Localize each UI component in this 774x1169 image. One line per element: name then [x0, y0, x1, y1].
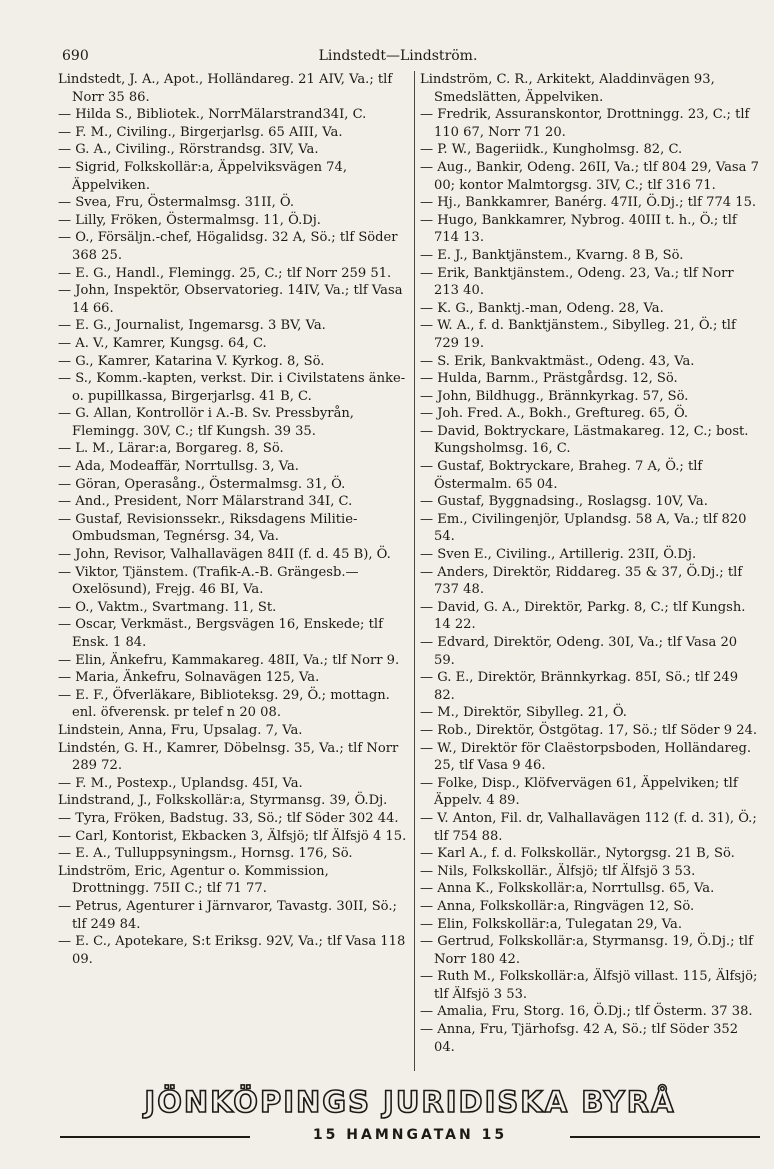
directory-entry: — Maria, Änkefru, Solnavägen 125, Va. — [58, 670, 320, 686]
directory-entry: Lindström, Eric, Agentur o. Kommission, Drottningg. 75II C.; tlf 71 77. — [58, 863, 329, 897]
directory-entry: — John, Bildhugg., Brännkyrkag. 57, Sö. — [420, 388, 689, 404]
directory-entry: — E. C., Apotekare, S:t Eriksg. 92V, Va.; tlf Vasa 118 09. — [58, 934, 406, 967]
directory-entry: — David, Boktryckare, Lästmakareg. 12, C.; bost. Kungsholmsg. 16, C. — [420, 423, 749, 457]
directory-entry: — Amalia, Fru, Storg. 16, Ö.Dj.; tlf Österm. 37 38. — [420, 1004, 753, 1020]
directory-entry: — Hugo, Bankkamrer, Nybrog. 40III t. h., Ö.; tlf 714 13. — [420, 212, 737, 246]
firm-name: JÖNKÖPINGS JURIDISKA BYRÅ — [144, 1085, 676, 1119]
directory-entry: Lindstén, G. H., Kamrer, Döbelnsg. 35, Va.; tlf Norr 289 72. — [58, 740, 399, 774]
advertisement-footer — [60, 1085, 760, 1147]
directory-entry: — G. Allan, Kontrollör i A.-B. Sv. Pressbyrån, Flemingg. 30V, C.; tlf Kungsh. 39 35. — [58, 406, 354, 439]
directory-entry: — Ruth M., Folkskollär:a, Älfsjö villast. 115, Älfsjö; tlf Älfsjö 3 53. — [420, 969, 758, 1002]
directory-entry: — E. J., Banktjänstem., Kvarng. 8 B, Sö. — [420, 247, 684, 263]
directory-entry: — Anna, Folkskollär:a, Ringvägen 12, Sö. — [420, 898, 695, 914]
directory-entry: — Ada, Modeaffär, Norrtullsg. 3, Va. — [58, 459, 299, 475]
directory-entry: — John, Revisor, Valhallavägen 84II (f. d. 45 B), Ö. — [58, 547, 391, 563]
directory-entry: — G. A., Civiling., Rörstrandsg. 3IV, Va. — [58, 142, 319, 158]
directory-entry: — M., Direktör, Sibylleg. 21, Ö. — [420, 705, 627, 721]
directory-entry: — David, G. A., Direktör, Parkg. 8, C.; tlf Kungsh. 14 22. — [420, 599, 746, 633]
directory-entry: — Gertrud, Folkskollär:a, Styrmansg. 19, Ö.Dj.; tlf Norr 180 42. — [420, 934, 753, 967]
directory-entry: — Viktor, Tjänstem. (Trafik-A.-B. Grängesb.—Oxelösund), Frejg. 46 BI, Va. — [58, 564, 359, 598]
directory-entry: — Folke, Disp., Klöfvervägen 61, Äppelviken; tlf Äppelv. 4 89. — [420, 775, 738, 809]
directory-entry: — W. A., f. d. Banktjänstem., Sibylleg. 21, Ö.; tlf 729 19. — [420, 318, 736, 351]
directory-entry: — Lilly, Fröken, Östermalmsg. 11, Ö.Dj. — [58, 212, 321, 228]
directory-entry: — Sigrid, Folkskollär:a, Äppelviksvägen 74, Äppelviken. — [58, 159, 347, 193]
directory-entry: — Aug., Bankir, Odeng. 26II, Va.; tlf 804 29, Vasa 7 00; kontor Malmtorgsg. 3IV, C.; tlf 316 71. — [420, 159, 759, 193]
directory-entry: — S., Komm.-kapten, verkst. Dir. i Civilstatens änke- o. pupillkassa, Birgerjarlsg. 41 B, C. — [58, 371, 406, 404]
directory-entry: — Carl, Kontorist, Ekbacken 3, Älfsjö; tlf Älfsjö 4 15. — [58, 828, 407, 844]
directory-entry: — Fredrik, Assuranskontor, Drottningg. 23, C.; tlf 110 67, Norr 71 20. — [420, 107, 750, 140]
directory-entry: — Sven E., Civiling., Artillerig. 23II, Ö.Dj. — [420, 547, 697, 563]
directory-entry: — S. Erik, Bankvaktmäst., Odeng. 43, Va. — [420, 353, 695, 369]
column-divider — [414, 71, 415, 1071]
running-title: Lindstedt—Lindström. — [318, 48, 478, 64]
directory-entry: — Edvard, Direktör, Odeng. 30I, Va.; tlf Vasa 20 59. — [420, 635, 738, 668]
directory-entry: — Anna K., Folkskollär:a, Norrtullsg. 65, Va. — [420, 881, 715, 897]
directory-entry: — Elin, Folkskollär:a, Tulegatan 29, Va. — [420, 916, 683, 932]
directory-entry: — F. M., Civiling., Birgerjarlsg. 65 AIII, Va. — [58, 124, 343, 140]
firm-address: 15 HAMNGATAN 15 — [307, 1127, 513, 1143]
directory-entry: Lindström, C. R., Arkitekt, Aladdinvägen 93, Smedslätten, Äppelviken. — [420, 72, 715, 105]
directory-entry: — Hilda S., Bibliotek., NorrMälarstrand34I, C. — [58, 107, 367, 123]
directory-entry: — Joh. Fred. A., Bokh., Greftureg. 65, Ö. — [420, 406, 689, 422]
directory-entry: — K. G., Banktj.-man, Odeng. 28, Va. — [420, 300, 664, 316]
directory-entry: — E. A., Tulluppsyningsm., Hornsg. 176, Sö. — [58, 846, 353, 862]
directory-entry: — And., President, Norr Mälarstrand 34I, C. — [58, 494, 353, 510]
directory-entry: — Elin, Änkefru, Kammakareg. 48II, Va.; tlf Norr 9. — [58, 652, 400, 668]
directory-entry: — Tyra, Fröken, Badstug. 33, Sö.; tlf Söder 302 44. — [58, 810, 399, 826]
address-line — [60, 1125, 760, 1147]
directory-entry: — Erik, Banktjänstem., Odeng. 23, Va.; tlf Norr 213 40. — [420, 265, 734, 299]
directory-entry: — E. G., Journalist, Ingemarsg. 3 BV, Va. — [58, 318, 326, 334]
directory-entry: — Gustaf, Revisionssekr., Riksdagens Militie-Ombudsman, Tegnérsg. 34, Va. — [58, 511, 358, 545]
page-number: 690 — [62, 48, 89, 64]
directory-entry: — Em., Civilingenjör, Uplandsg. 58 A, Va.; tlf 820 54. — [420, 511, 747, 545]
directory-entry: — P. W., Bageriidk., Kungholmsg. 82, C. — [420, 142, 683, 158]
directory-entry: — G., Kamrer, Katarina V. Kyrkog. 8, Sö. — [58, 353, 325, 369]
directory-entry: — F. M., Postexp., Uplandsg. 45I, Va. — [58, 775, 303, 791]
directory-entry: — Gustaf, Byggnadsing., Roslagsg. 10V, Va. — [420, 494, 708, 510]
directory-entry: — V. Anton, Fil. dr, Valhallavägen 112 (f. d. 31), Ö.; tlf 754 88. — [420, 810, 757, 844]
directory-entry: — Göran, Operasång., Östermalmsg. 31, Ö. — [58, 476, 346, 492]
directory-entry: — Anna, Fru, Tjärhofsg. 42 A, Sö.; tlf Söder 352 04. — [420, 1022, 739, 1055]
directory-entry: — W., Direktör för Claëstorpsboden, Holländareg. 25, tlf Vasa 9 46. — [420, 740, 752, 774]
directory-entry: — Oscar, Verkmäst., Bergsvägen 16, Enskede; tlf Ensk. 1 84. — [58, 617, 383, 650]
directory-entry: — E. F., Öfverläkare, Biblioteksg. 29, Ö.; mottagn. enl. öfverensk. pr telef n 20 08. — [58, 687, 390, 721]
directory-entry: — Svea, Fru, Östermalmsg. 31II, Ö. — [58, 195, 295, 211]
directory-entry: — Petrus, Agenturer i Järnvaror, Tavastg. 30II, Sö.; tlf 249 84. — [58, 898, 397, 932]
right-column — [420, 71, 762, 1056]
directory-entry: — A. V., Kamrer, Kungsg. 64, C. — [58, 335, 267, 351]
directory-entry: — L. M., Lärar:a, Borgareg. 8, Sö. — [58, 441, 284, 457]
directory-entry: — Rob., Direktör, Östgötag. 17, Sö.; tlf Söder 9 24. — [420, 722, 758, 738]
directory-entry: — Nils, Folkskollär., Älfsjö; tlf Älfsjö 3 53. — [420, 863, 696, 879]
directory-entry: — John, Inspektör, Observatorieg. 14IV, Va.; tlf Vasa 14 66. — [58, 283, 403, 316]
directory-entry: — Hj., Bankkamrer, Banérg. 47II, Ö.Dj.; tlf 774 15. — [420, 195, 757, 211]
directory-entry: — G. E., Direktör, Brännkyrkag. 85I, Sö.; tlf 249 82. — [420, 670, 739, 703]
directory-entry: — Anders, Direktör, Riddareg. 35 & 37, Ö.Dj.; tlf 737 48. — [420, 564, 743, 598]
directory-entry: Lindstrand, J., Folkskollär:a, Styrmansg. 39, Ö.Dj. — [58, 793, 388, 809]
directory-entry: — Hulda, Barnm., Prästgårdsg. 12, Sö. — [420, 371, 678, 387]
directory-entry: — Gustaf, Boktryckare, Braheg. 7 A, Ö.; tlf Östermalm. 65 04. — [420, 459, 703, 492]
left-column — [58, 71, 410, 968]
directory-entry: Lindstedt, J. A., Apot., Holländareg. 21 AIV, Va.; tlf Norr 35 86. — [58, 72, 393, 105]
directory-entry: — E. G., Handl., Flemingg. 25, C.; tlf Norr 259 51. — [58, 265, 392, 281]
directory-entry: — O., Vaktm., Svartmang. 11, St. — [58, 599, 277, 615]
directory-entry: — O., Försäljn.-chef, Högalidsg. 32 A, Sö.; tlf Söder 368 25. — [58, 230, 398, 263]
directory-entry: — Karl A., f. d. Folkskollär., Nytorgsg. 21 B, Sö. — [420, 846, 735, 862]
page-header — [62, 48, 734, 70]
directory-entry: Lindstein, Anna, Fru, Upsalag. 7, Va. — [58, 722, 303, 738]
